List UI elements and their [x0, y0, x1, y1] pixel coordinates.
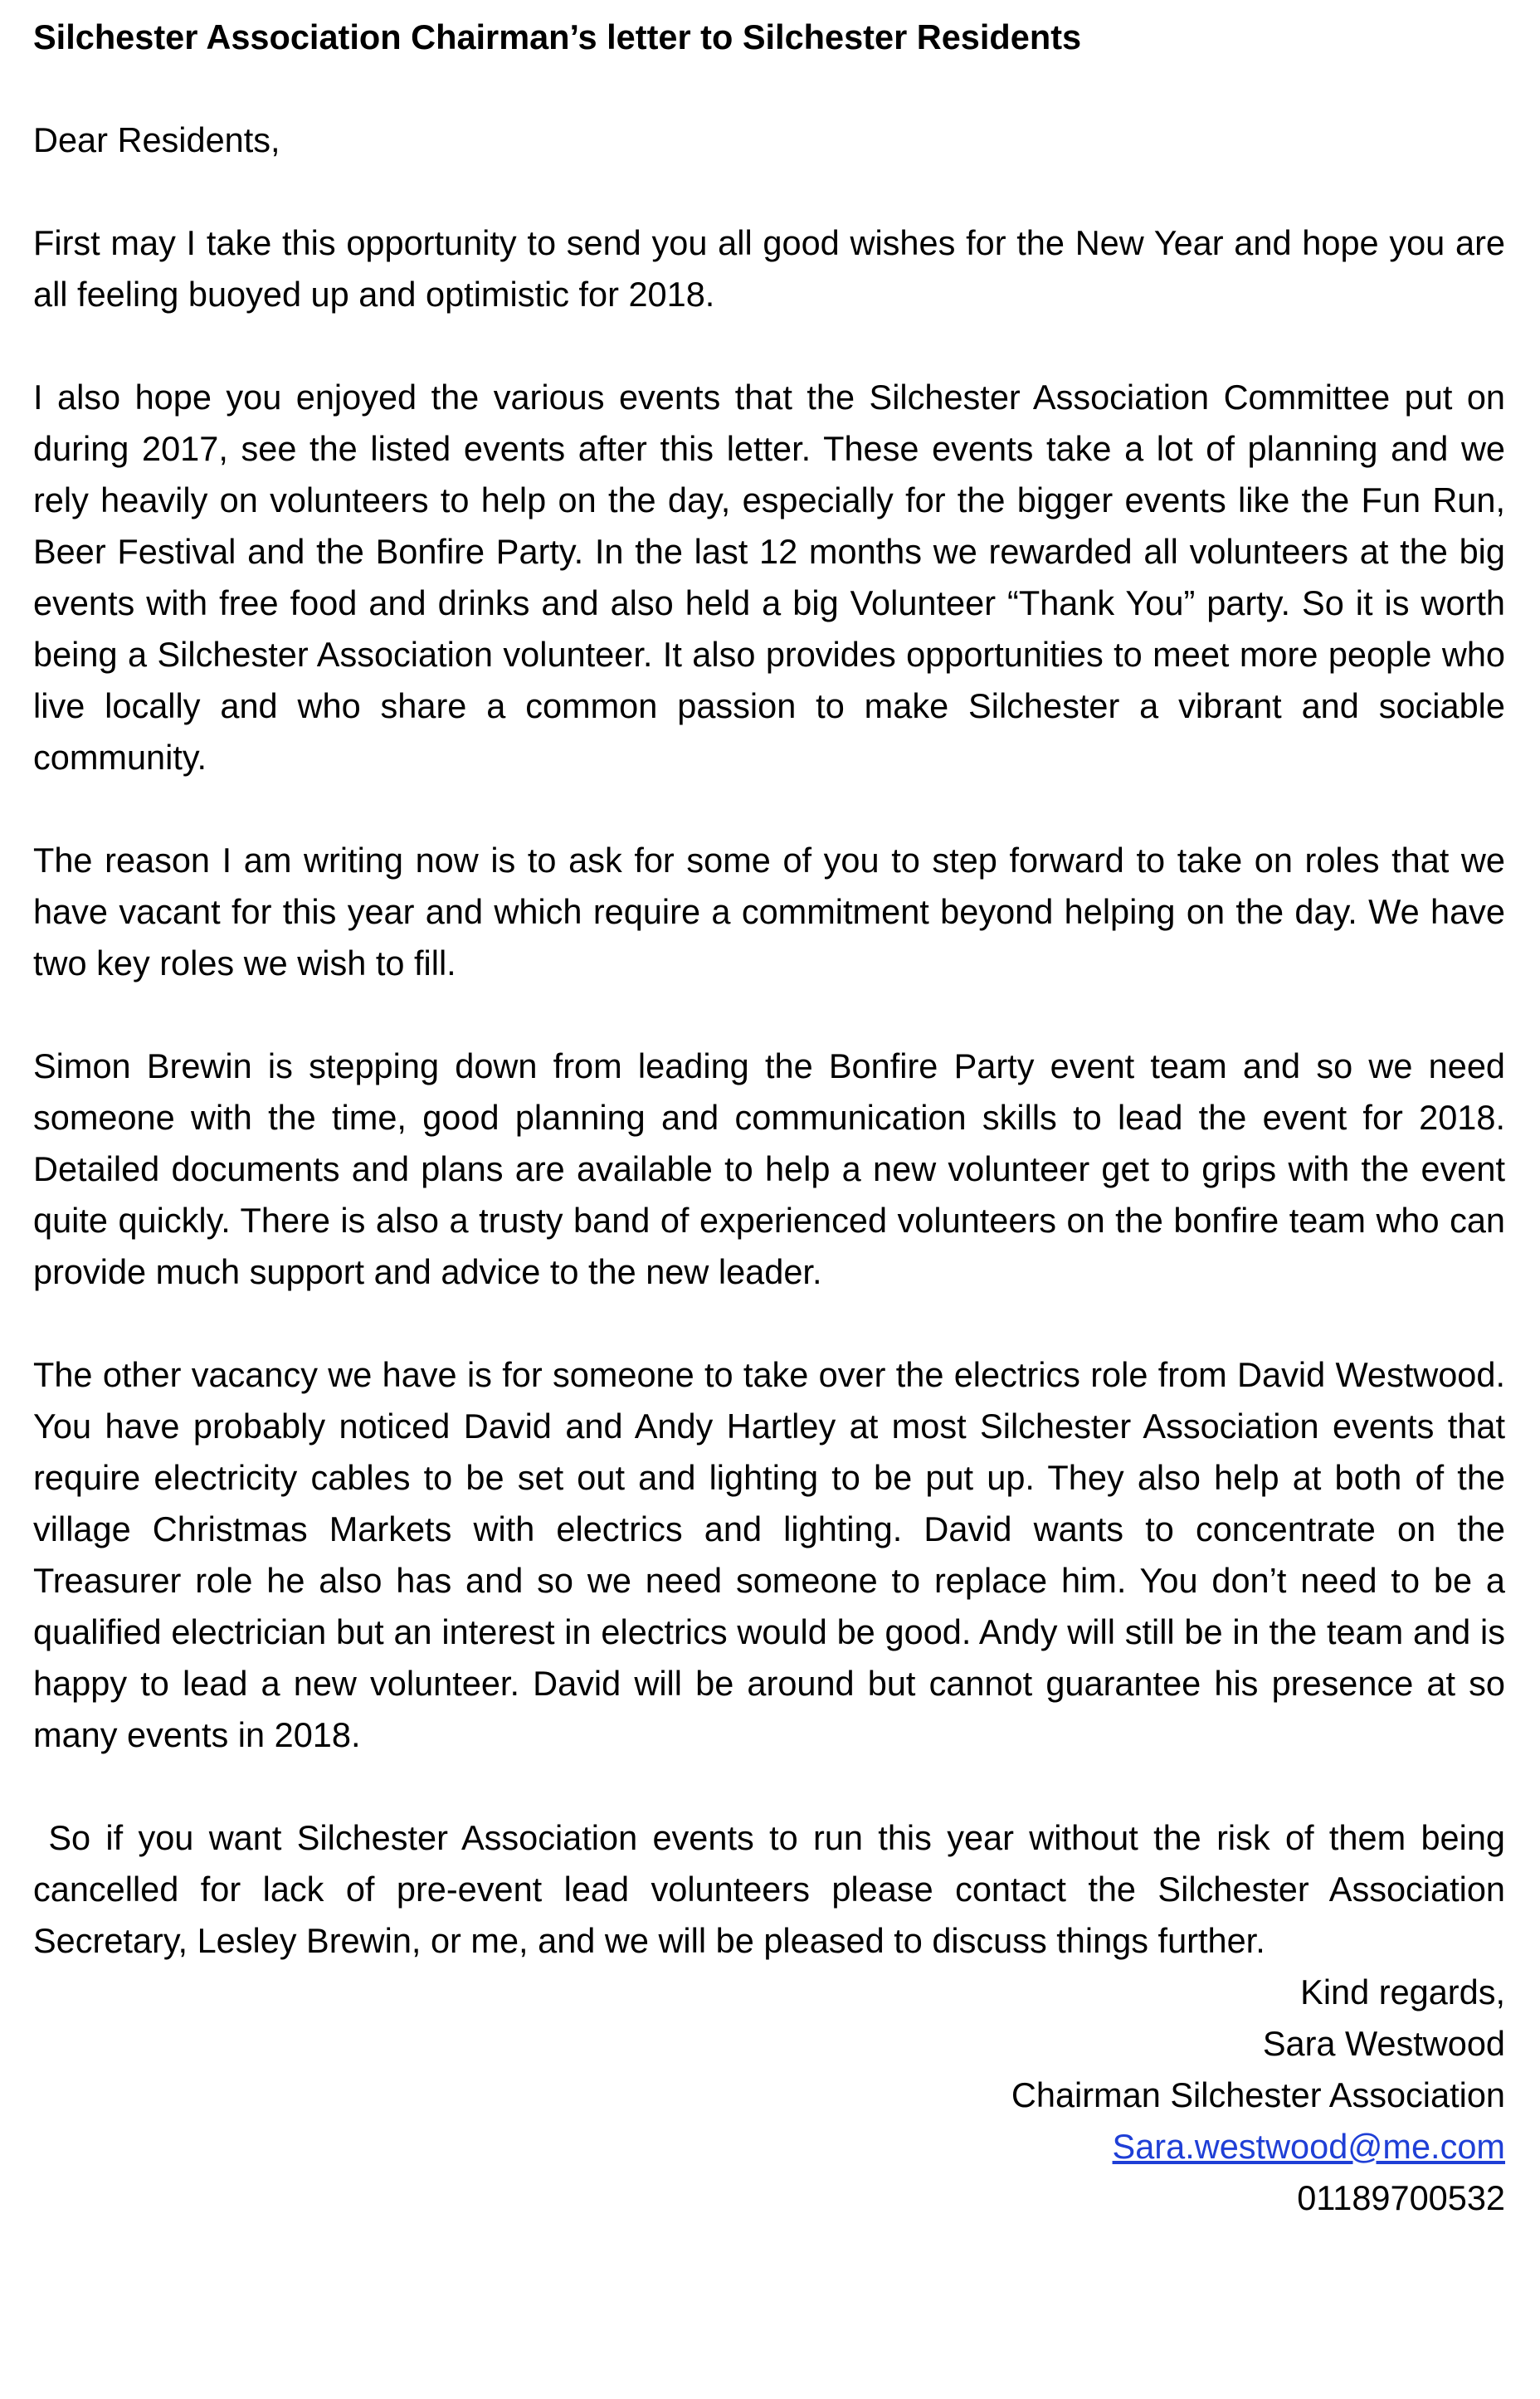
paragraph-contact-request: So if you want Silchester Association events to run this year without the risk of them being cancelled for lack of pre-event lead volunteers please contact the Silchester Association Secretary, Lesley Brewin, or me, and we will be pleased to discuss things further. — [33, 1818, 1515, 1960]
phone-number: 01189700532 — [1297, 2178, 1505, 2217]
paragraph-electrics-role: The other vacancy we have is for someone to take over the electrics role from David Westwood. You have probably noticed David and Andy Hartley at most Silchester Association events that require electricity cables to be set out and lighting to be put up. They also help at both of the village Christmas Markets with electrics and lighting. David wants to concentrate on the Treasurer role he also has and so we need someone to replace him. You don’t need to be a qualified electrician but an interest in electrics would be good. Andy will still be in the team and is happy to lead a new volunteer. David will be around but cannot guarantee his presence at so many events in 2018. — [33, 1355, 1505, 1754]
signoff-block — [33, 1967, 1505, 2224]
letter-page — [33, 12, 1515, 2224]
paragraph-vacant-roles: The reason I am writing now is to ask for some of you to step forward to take on roles that we have vacant for this year and which require a commitment beyond helping on the day. We have two key roles we wish to fill. — [33, 841, 1505, 983]
signatory-name: Sara Westwood — [1262, 2024, 1505, 2063]
paragraph-new-year-wishes: First may I take this opportunity to send you all good wishes for the New Year and hope you are all feeling buoyed up and optimistic for 2018. — [33, 223, 1505, 314]
letter-title: Silchester Association Chairman’s letter to Silchester Residents — [33, 17, 1082, 56]
closing-text: Kind regards, — [1300, 1972, 1505, 2011]
paragraph-events-volunteers: I also hope you enjoyed the various events that the Silchester Association Committee put on during 2017, see the listed events after this letter. These events take a lot of planning and we rely heavily on volunteers to help on the day, especially for the bigger events like the Fun Run, Beer Festival and the Bonfire Party. In the last 12 months we rewarded all volunteers at the big events with free food and drinks and also held a big Volunteer “Thank You” party. So it is worth being a Silchester Association volunteer. It also provides opportunities to meet more people who live locally and who share a common passion to make Silchester a vibrant and sociable community. — [33, 378, 1505, 777]
paragraph-bonfire-leader: Simon Brewin is stepping down from leading the Bonfire Party event team and so we need someone with the time, good planning and communication skills to lead the event for 2018. Detailed documents and plans are available to help a new volunteer get to grips with the event quite quickly. There is also a trusty band of experienced volunteers on the bonfire team who can provide much support and advice to the new leader. — [33, 1046, 1505, 1291]
signatory-role: Chairman Silchester Association — [1011, 2075, 1505, 2114]
email-link[interactable]: Sara.westwood@me.com — [1112, 2127, 1505, 2166]
salutation: Dear Residents, — [33, 120, 280, 159]
